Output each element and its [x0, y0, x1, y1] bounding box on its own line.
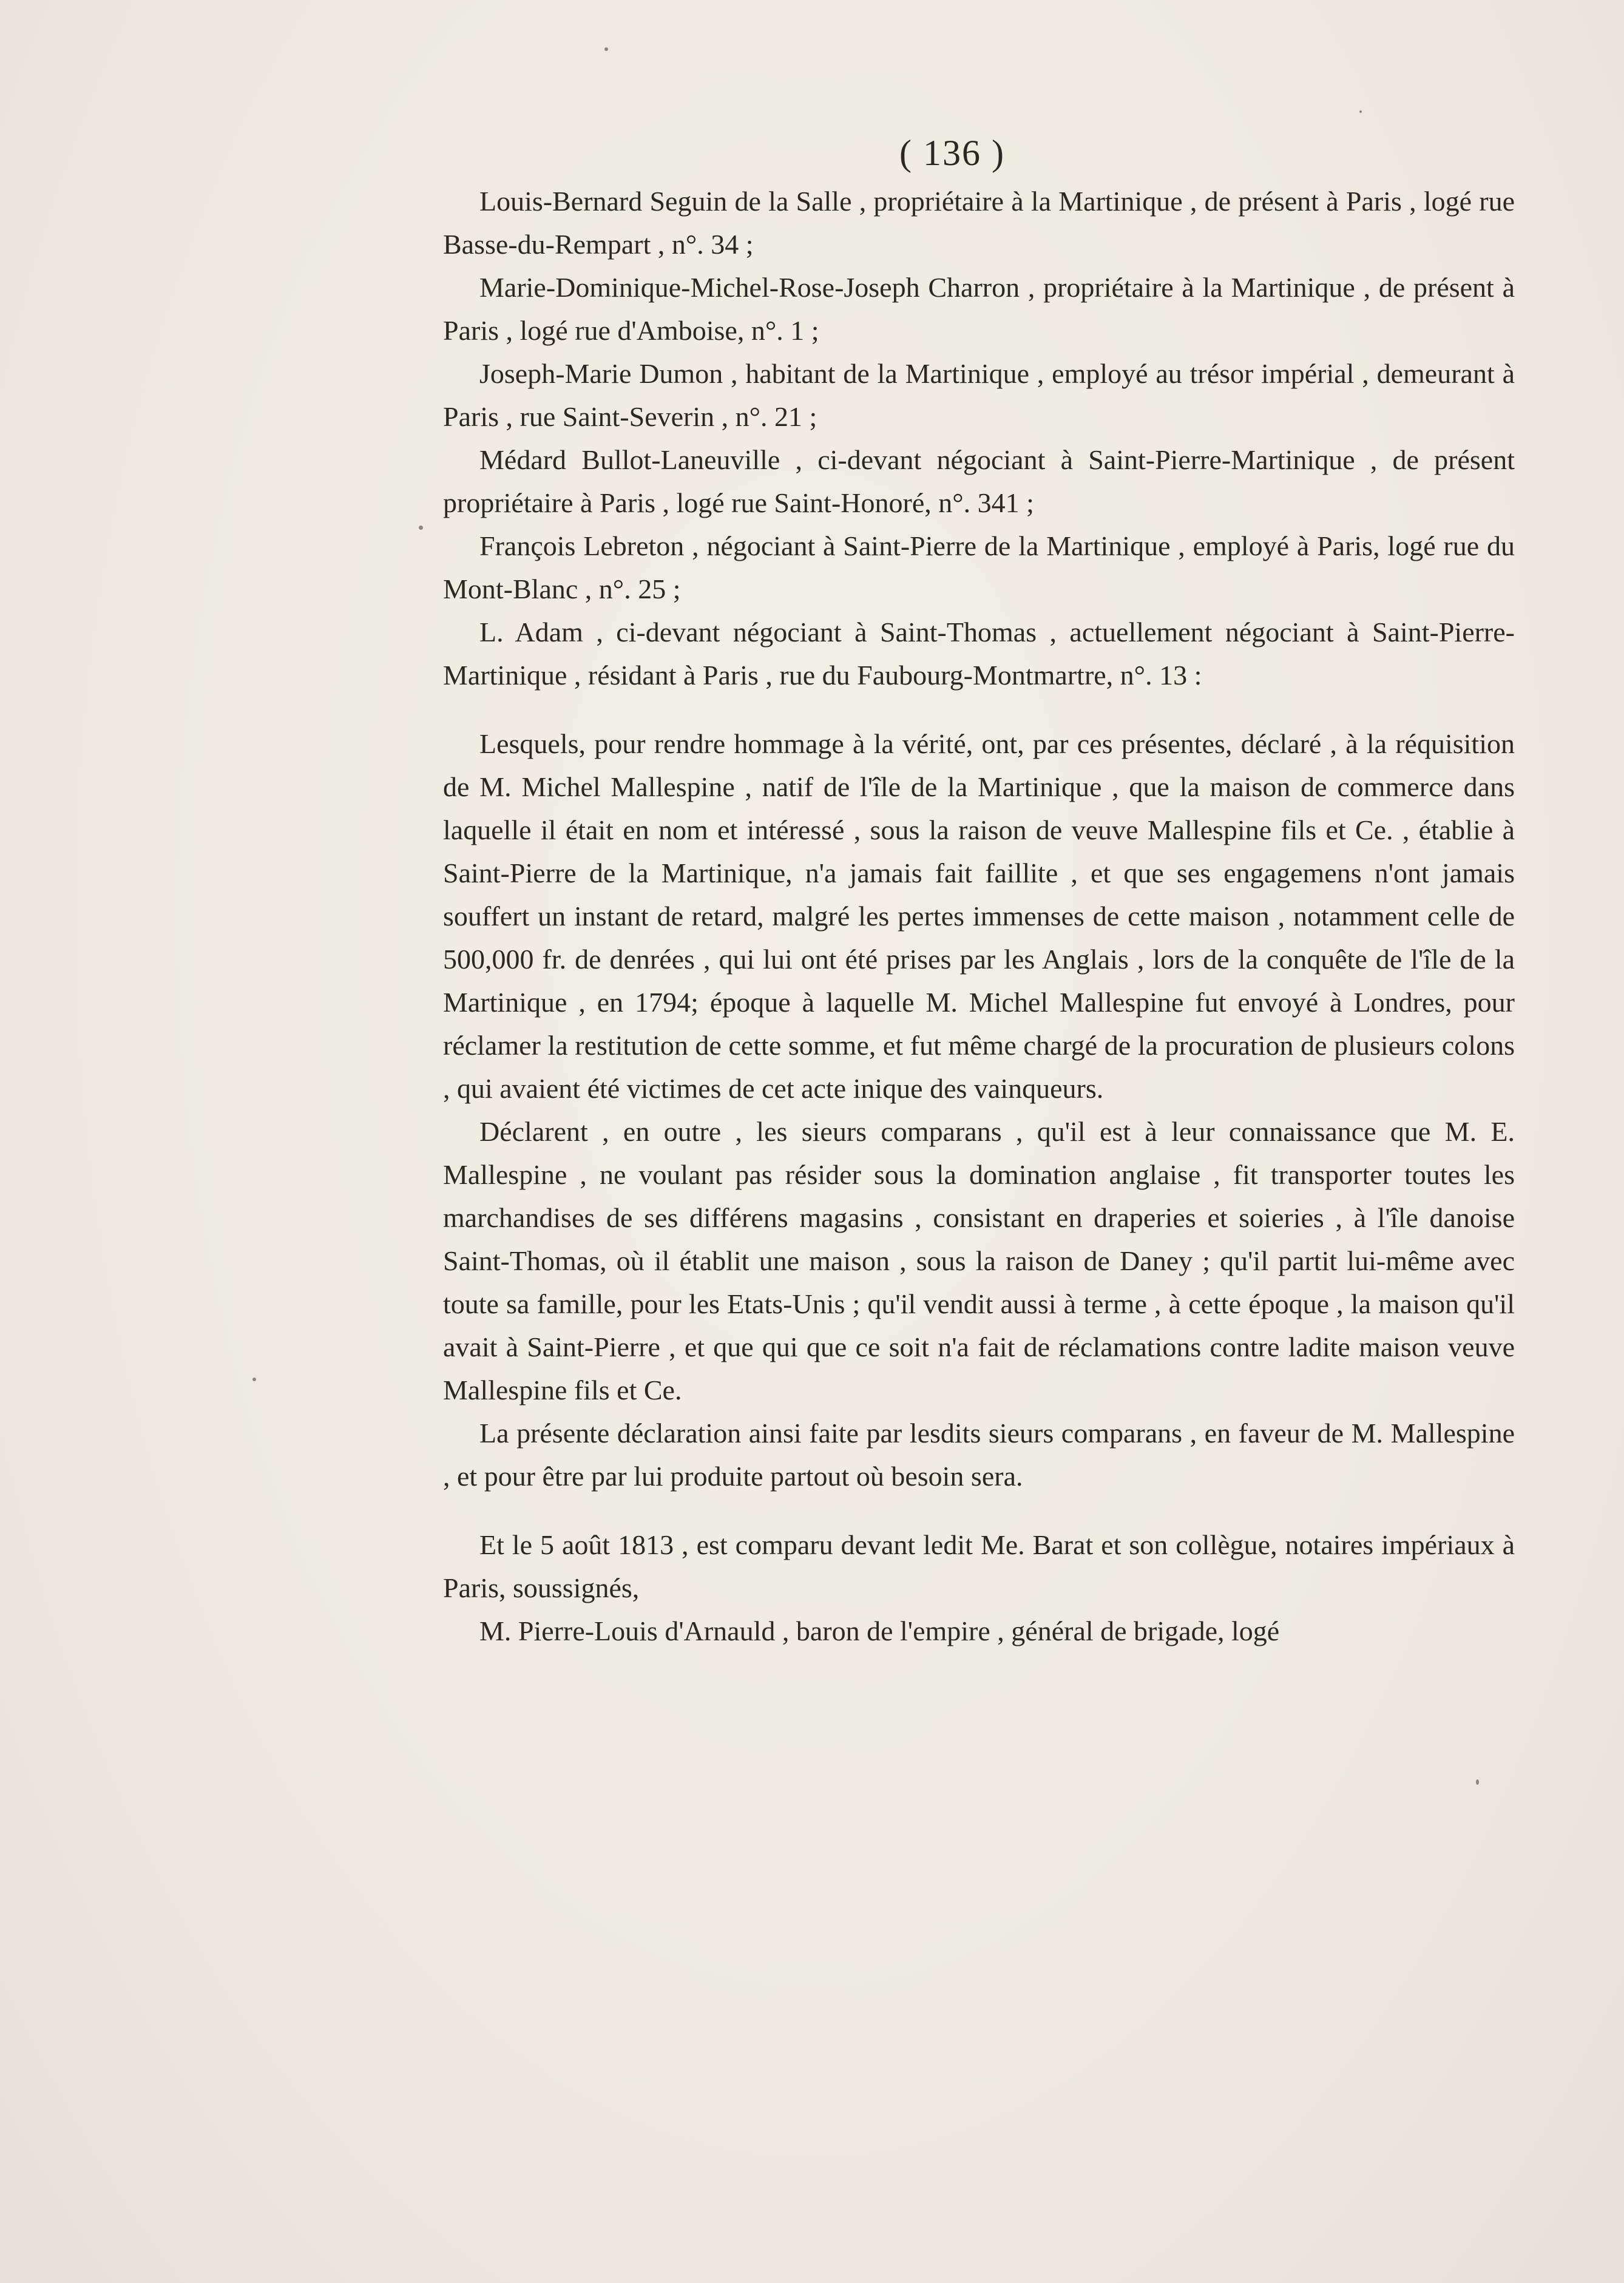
closing-paragraph: M. Pierre-Louis d'Arnauld , baron de l'empire , général de brigade, logé — [479, 1615, 1280, 1646]
signatory-entry: Joseph-Marie Dumon , habitant de la Martinique , employé au trésor impérial , demeurant à Paris , rue Saint-Severin , n°. 21 ; — [443, 358, 1515, 432]
paper-speck — [419, 526, 423, 530]
closing-section — [443, 1523, 1515, 1652]
paper-speck — [1476, 1779, 1479, 1785]
signatory-entry: François Lebreton , négociant à Saint-Pierre de la Martinique , employé à Paris, logé rue du Mont-Blanc , n°. 25 ; — [443, 530, 1515, 604]
paper-speck — [1359, 110, 1362, 113]
declaration-paragraph: La présente déclaration ainsi faite par lesdits sieurs comparans , en faveur de M. Mallespine , et pour être par lui produite partout où besoin sera. — [443, 1418, 1515, 1492]
paper-speck — [604, 47, 608, 51]
signatory-entry: Marie-Dominique-Michel-Rose-Joseph Charron , propriétaire à la Martinique , de présent à Paris , logé rue d'Amboise, n°. 1 ; — [443, 272, 1515, 346]
signatory-list — [443, 180, 1515, 697]
paper-speck — [252, 1378, 256, 1381]
page-number: ( 136 ) — [899, 133, 1005, 173]
declaration-paragraph: Lesquels, pour rendre hommage à la vérité, ont, par ces présentes, déclaré , à la réquisition de M. Michel Mallespine , natif de l'île de la Martinique , que la maison de commerce dans laquelle il était en nom et intéressé , sous la raison de veuve Mallespine fils et Ce. , établie à Saint-Pierre de la Martinique, n'a jamais fait faillite , et que ses engagemens n'ont jamais souffert un instant de retard, malgré les pertes immenses de cette maison , notamment celle de 500,000 fr. de denrées , qui lui ont été prises par les Anglais , lors de la conquête de l'île de la Martinique , en 1794; époque à laquelle M. Michel Mallespine fut envoyé à Londres, pour réclamer la restitution de cette somme, et fut même chargé de la procuration de plusieurs colons , qui avaient été victimes de cet acte inique des vainqueurs. — [443, 728, 1515, 1104]
declaration-section — [443, 722, 1515, 1498]
closing-paragraph: Et le 5 août 1813 , est comparu devant ledit Me. Barat et son collègue, notaires impériaux à Paris, soussignés, — [443, 1529, 1515, 1603]
signatory-entry: Médard Bullot-Laneuville , ci-devant négociant à Saint-Pierre-Martinique , de présent propriétaire à Paris , logé rue Saint-Honoré, n°. 341 ; — [443, 444, 1515, 518]
signatory-entry: L. Adam , ci-devant négociant à Saint-Thomas , actuellement négociant à Saint-Pierre-Martinique , résidant à Paris , rue du Faubourg-Montmartre, n°. 13 : — [443, 617, 1515, 691]
declaration-paragraph: Déclarent , en outre , les sieurs comparans , qu'il est à leur connaissance que M. E. Mallespine , ne voulant pas résider sous la domination anglaise , fit transporter toutes les marchandises de ses différens magasins , consistant en draperies et soieries , à l'île danoise Saint-Thomas, où il établit une maison , sous la raison de Daney ; qu'il partit lui-même avec toute sa famille, pour les Etats-Unis ; qu'il vendit aussi à terme , à cette époque , la maison qu'il avait à Saint-Pierre , et que qui que ce soit n'a fait de réclamations contre ladite maison veuve Mallespine fils et Ce. — [443, 1116, 1515, 1405]
signatory-entry: Louis-Bernard Seguin de la Salle , propriétaire à la Martinique , de présent à Paris , logé rue Basse-du-Rempart , n°. 34 ; — [443, 186, 1515, 260]
body-text — [443, 180, 1515, 1652]
